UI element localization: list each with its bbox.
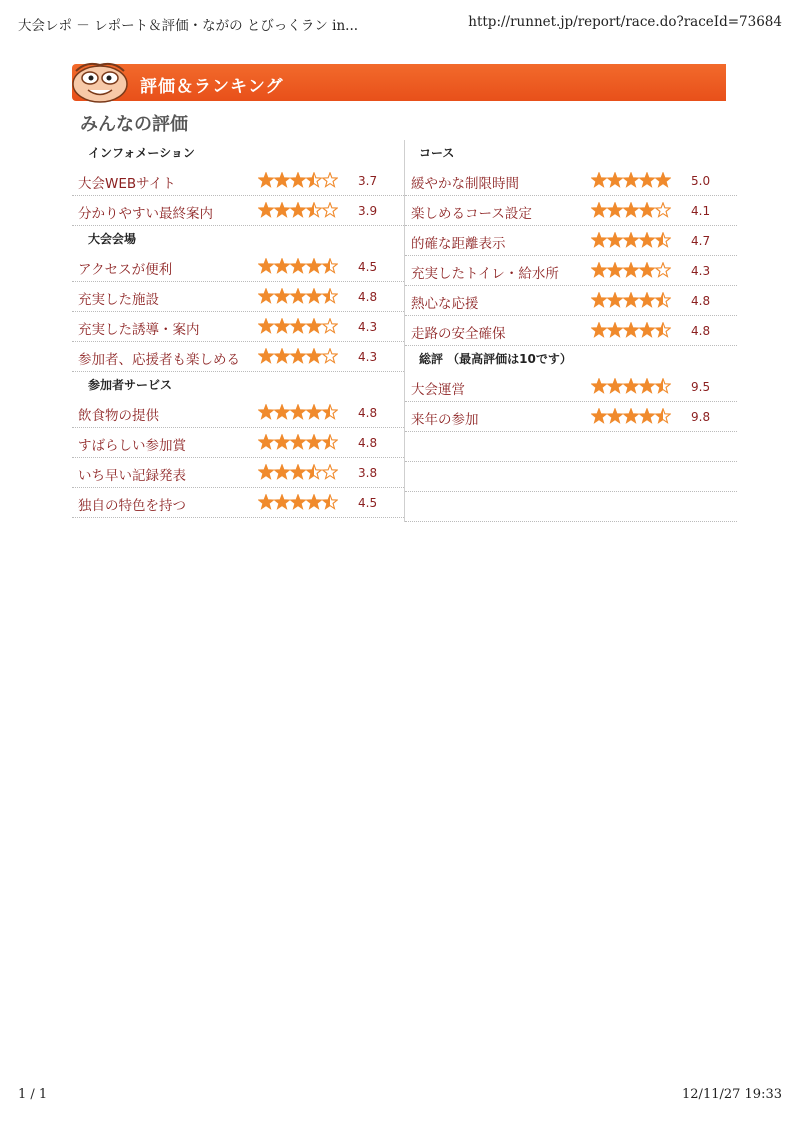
mascot-face-icon [70,61,130,103]
rating-label: 大会運営 [411,382,465,398]
star-fill [307,349,321,363]
star-fill [259,203,273,217]
star-fill [624,233,638,247]
print-url: http://runnet.jp/report/race.do?raceId=73684 [468,14,782,30]
rating-label: いち早い記録発表 [78,468,186,484]
rating-score: 3.7 [358,174,378,188]
print-page-title: 大会レポ － レポート＆評価・ながの とびっくラン in... [18,18,359,34]
star-fill [275,289,289,303]
star-fill [592,173,606,187]
rating-score: 4.8 [691,324,711,338]
rating-score: 4.3 [691,264,711,278]
rating-row [72,428,404,458]
rating-score: 3.9 [358,204,378,218]
star-rating [258,202,338,218]
star-fill [592,323,606,337]
section-heading: 参加者サービス [88,378,173,392]
star-fill [259,495,273,509]
star-fill [259,405,273,419]
star-fill [275,173,289,187]
star-fill [291,495,305,509]
rating-score: 4.3 [358,320,378,334]
star-fill [608,379,622,393]
star-fill [307,405,321,419]
star-fill [291,203,305,217]
rating-score: 4.5 [358,260,378,274]
star-rating [258,318,338,334]
star-fill [275,465,289,479]
rating-row [72,312,404,342]
star-fill [608,233,622,247]
star-fill [275,259,289,273]
rating-label: 緩やかな制限時間 [411,176,519,192]
empty-row [405,462,737,492]
rating-label: 楽しめるコース設定 [411,206,532,222]
rating-row [405,256,737,286]
star-fill [275,203,289,217]
rating-row [405,286,737,316]
rating-score: 3.8 [358,466,378,480]
star-fill [640,203,654,217]
star-fill [592,203,606,217]
rating-label: 走路の安全確保 [411,326,506,342]
star-fill [291,319,305,333]
print-header [18,14,782,34]
star-fill [259,173,273,187]
rating-label: 来年の参加 [411,412,479,428]
rating-score: 4.7 [691,234,711,248]
rating-row [405,402,737,432]
section-heading: インフォメーション [88,146,195,160]
print-datetime: 12/11/27 19:33 [682,1087,782,1102]
star-rating [591,202,671,218]
empty-row [405,432,737,462]
star-fill [640,379,654,393]
star-fill [259,259,273,273]
rating-row [72,458,404,488]
star-fill [291,465,305,479]
rating-row [72,166,404,196]
star-fill [624,173,638,187]
rating-row [72,252,404,282]
star-rating [591,408,671,424]
banner-title: 評価＆ランキング [140,77,284,97]
star-icon [323,319,337,333]
star-rating [258,258,338,274]
rating-row [405,372,737,402]
star-fill [624,263,638,277]
rating-score: 9.8 [691,410,711,424]
star-fill [307,289,321,303]
rating-row [405,196,737,226]
star-fill [640,409,654,423]
star-fill [291,173,305,187]
star-fill [624,379,638,393]
rating-row [405,166,737,196]
rating-label: 分かりやすい最終案内 [78,206,213,222]
rating-score: 4.8 [358,406,378,420]
star-fill [259,435,273,449]
star-rating [258,434,338,450]
star-fill [259,465,273,479]
star-fill [291,405,305,419]
star-rating [591,232,671,248]
star-fill [640,293,654,307]
star-icon [656,203,670,217]
star-fill [275,435,289,449]
star-fill [608,263,622,277]
rating-label: 充実した施設 [78,292,159,308]
star-rating [591,172,671,188]
rating-score: 9.5 [691,380,711,394]
star-fill [624,203,638,217]
star-fill [307,259,321,273]
star-fill [624,293,638,307]
star-fill [592,379,606,393]
rating-score: 4.8 [358,436,378,450]
rating-score: 4.8 [358,290,378,304]
star-fill [291,349,305,363]
star-rating [258,464,338,480]
star-fill [275,349,289,363]
rating-label: 大会WEBサイト [78,176,176,192]
star-fill [640,263,654,277]
left-rating-column [72,140,404,518]
star-fill [656,173,670,187]
star-fill [608,323,622,337]
rating-score: 4.1 [691,204,711,218]
rating-score: 5.0 [691,174,711,188]
rating-label: 充実したトイレ・給水所 [411,266,559,282]
star-icon [656,263,670,277]
rating-label: 的確な距離表示 [411,236,506,252]
rating-row [72,282,404,312]
rating-label: 独自の特色を持つ [78,498,186,514]
star-rating [591,292,671,308]
star-fill [307,435,321,449]
star-fill [291,435,305,449]
star-fill [259,289,273,303]
section-heading: コース [419,146,455,160]
star-fill [592,233,606,247]
star-rating [258,172,338,188]
rating-score: 4.8 [691,294,711,308]
section-heading: 大会会場 [88,232,137,246]
star-fill [624,323,638,337]
star-fill [608,203,622,217]
rating-row [72,398,404,428]
star-fill [259,319,273,333]
star-fill [291,259,305,273]
star-fill [592,293,606,307]
rating-score: 4.3 [358,350,378,364]
star-icon [323,203,337,217]
rating-label: アクセスが便利 [78,262,173,278]
rating-row [72,488,404,518]
star-icon [323,173,337,187]
star-fill [275,319,289,333]
rating-label: 参加者、応援者も楽しめる [78,352,240,368]
star-fill [259,349,273,363]
star-fill [608,409,622,423]
star-rating [258,404,338,420]
star-rating [591,322,671,338]
rating-row [405,226,737,256]
star-rating [258,288,338,304]
rating-label: 熱心な応援 [411,296,479,312]
star-fill [307,319,321,333]
star-fill [275,495,289,509]
section-banner [72,64,726,101]
star-icon [323,349,337,363]
star-fill [608,173,622,187]
star-rating [591,378,671,394]
star-fill [307,495,321,509]
rating-row [72,196,404,226]
star-fill [275,405,289,419]
rating-label: 充実した誘導・案内 [78,322,200,338]
star-rating [258,494,338,510]
star-fill [592,409,606,423]
page-subtitle: みんなの評価 [80,114,188,135]
rating-score: 4.5 [358,496,378,510]
section-heading: 総評 （最高評価は10です） [419,352,572,366]
rating-label: すばらしい参加賞 [78,438,186,454]
star-fill [624,409,638,423]
right-rating-column [404,140,737,522]
star-icon [323,465,337,479]
star-fill [640,173,654,187]
star-fill [592,263,606,277]
star-fill [291,289,305,303]
star-fill [640,233,654,247]
rating-label: 飲食物の提供 [78,408,159,424]
star-rating [258,348,338,364]
print-footer [18,1087,782,1105]
rating-row [72,342,404,372]
star-rating [591,262,671,278]
star-fill [640,323,654,337]
rating-row [405,316,737,346]
star-fill [608,293,622,307]
page-number: 1 / 1 [18,1087,48,1102]
empty-row [405,492,737,522]
